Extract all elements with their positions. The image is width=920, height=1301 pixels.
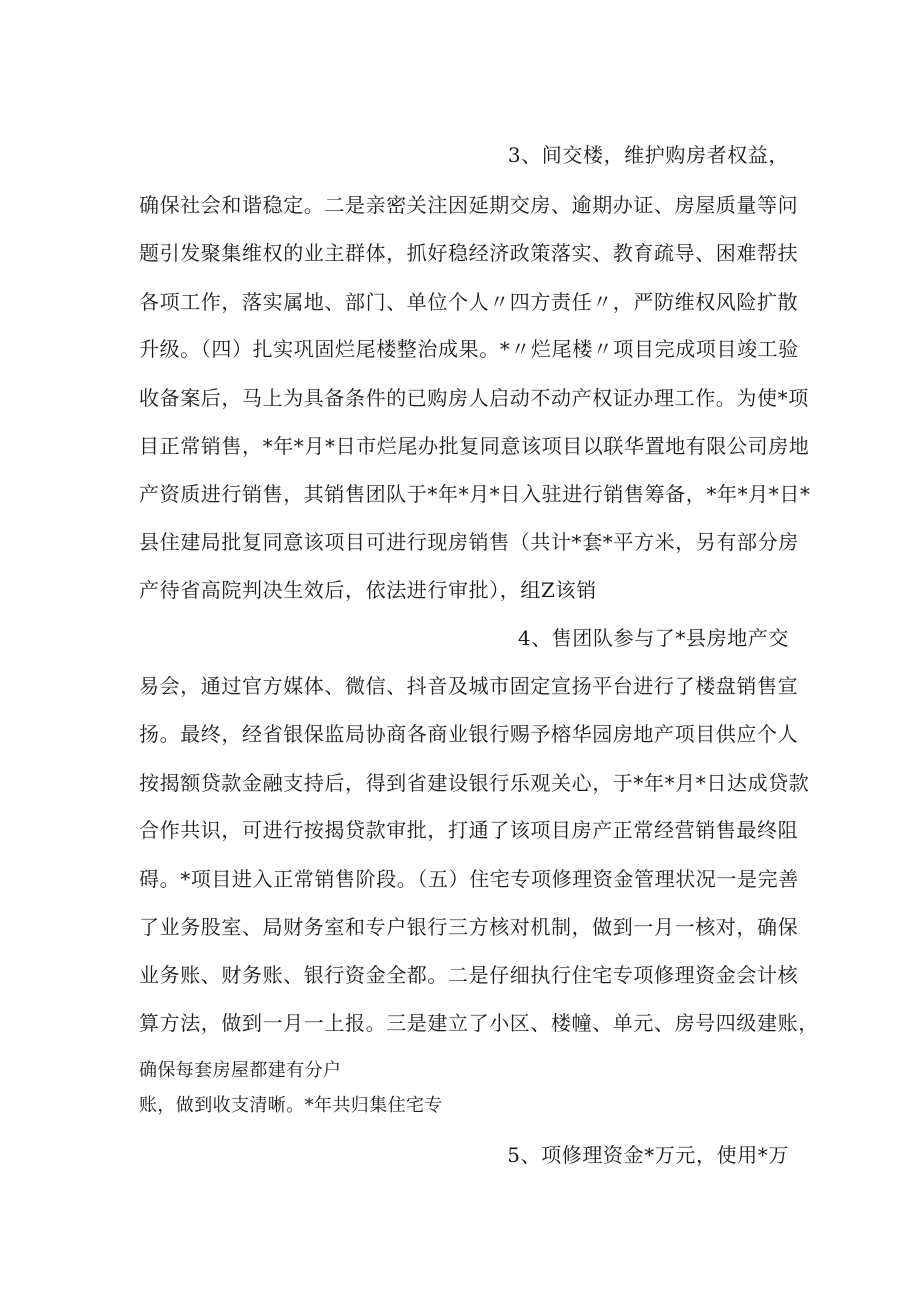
text-line: 题引发聚集维权的业主群体，抓好稳经济政策落实、教育疏导、困难帮扶 bbox=[139, 241, 799, 265]
text-line: 合作共识，可进行按揭贷款审批，打通了该项目房产正常经营销售最终阻 bbox=[139, 818, 799, 842]
text-line: 收备案后，马上为具备条件的已购房人启动不动产权证办理工作。为使*项 bbox=[139, 386, 809, 410]
text-line: 账，做到收支清晰。*年共归集住宅专 bbox=[139, 1095, 443, 1116]
text-line: 产待省高院判决生效后，依法进行审批），组Z该销 bbox=[139, 578, 597, 602]
text-line: 升级。（四）扎实巩固烂尾楼整治成果。*〃烂尾楼〃项目完成项目竣工验 bbox=[139, 337, 799, 361]
text-line: 碍。*项目进入正常销售阶段。（五）住宅专项修理资金管理状况一是完善 bbox=[139, 867, 799, 891]
text-line: 算方法，做到一月一上报。三是建立了小区、楼幢、单元、房号四级建账， bbox=[139, 1011, 819, 1035]
text-line: 产资质进行销售，其销售团队于*年*月*日入驻进行销售筹备，*年*月*日* bbox=[139, 482, 811, 506]
text-line: 扬。最终，经省银保监局协商各商业银行赐予榕华园房地产项目供应个人 bbox=[139, 722, 799, 746]
text-line: 3、间交楼，维护购房者权益， bbox=[507, 143, 789, 167]
text-line: 5、项修理资金*万元，使用*万 bbox=[507, 1143, 789, 1167]
text-line: 4、售团队参与了*县房地产交 bbox=[517, 626, 789, 650]
text-line: 各项工作，落实属地、部门、单位个人〃四方责任〃，严防维权风险扩散 bbox=[139, 290, 799, 314]
text-line: 了业务股室、局财务室和专户银行三方核对机制，做到一月一核对，确保 bbox=[139, 915, 799, 939]
text-line: 易会，通过官方媒体、微信、抖音及城市固定宣扬平台进行了楼盘销售宣 bbox=[139, 674, 799, 698]
text-line: 业务账、财务账、银行资金全都。二是仔细执行住宅专项修理资金会计核 bbox=[139, 963, 799, 987]
text-line: 按揭额贷款金融支持后，得到省建设银行乐观关心，于*年*月*日达成贷款 bbox=[139, 771, 810, 795]
text-line: 确保每套房屋都建有分户 bbox=[139, 1060, 342, 1081]
text-line: 确保社会和谐稳定。二是亲密关注因延期交房、逾期办证、房屋质量等问 bbox=[139, 193, 799, 217]
text-line: 县住建局批复同意该项目可进行现房销售（共计*套*平方米，另有部分房 bbox=[139, 530, 799, 554]
text-line: 目正常销售，*年*月*日市烂尾办批复同意该项目以联华置地有限公司房地 bbox=[139, 434, 810, 458]
